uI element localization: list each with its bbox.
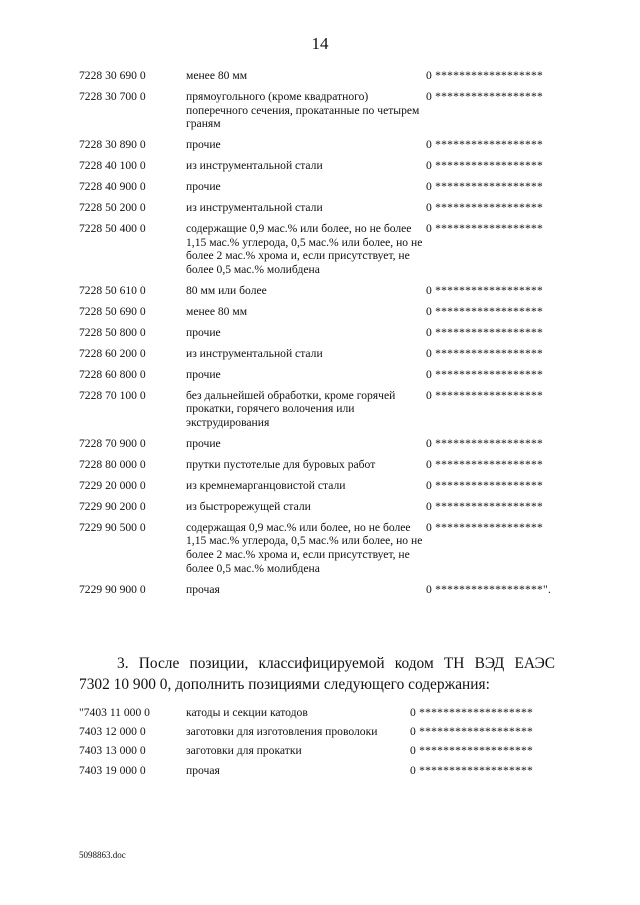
item-description: из быстрорежущей стали — [186, 499, 311, 513]
duty-rate: 0 ****************** — [426, 138, 544, 152]
tnved-code: 7229 90 900 0 — [79, 582, 146, 596]
duty-rate: 0 ****************** — [426, 304, 544, 318]
table-row — [79, 305, 559, 319]
tnved-code: 7229 90 200 0 — [79, 499, 146, 513]
tnved-code: 7228 50 610 0 — [79, 283, 146, 297]
paragraph-line-2: 7302 10 900 0, дополнить позициями следующего содержания: — [79, 676, 490, 693]
table-row — [79, 583, 559, 597]
item-description: из кремнемарганцовистой стали — [186, 478, 346, 492]
tnved-code: 7228 30 890 0 — [79, 138, 146, 152]
duty-rate: 0 ****************** — [426, 89, 544, 103]
duty-rate: 0 ****************** — [426, 520, 544, 534]
item-description: содержащие 0,9 мас.% или более, но не более 1,15 мас.% углерода, 0,5 мас.% или более, но не более 2 мас.% хрома и, если присутствует, не более 0,5 мас.% молибдена — [186, 222, 423, 276]
item-description: прямоугольного (кроме квадратного) поперечного сечения, прокатанные по четырем граням — [186, 89, 420, 131]
tnved-code: 7228 30 690 0 — [79, 69, 146, 82]
tnved-code: 7228 80 000 0 — [79, 457, 146, 471]
paragraph-line-1: 3. После позиции, классифицируемой кодом ТН ВЭД ЕАЭС — [117, 655, 555, 672]
page-number: 14 — [311, 34, 329, 53]
tnved-code: 7403 19 000 0 — [79, 763, 146, 777]
item-description: прочие — [186, 436, 221, 450]
table-row — [79, 138, 559, 152]
item-description: прочие — [186, 180, 221, 194]
tnved-code: 7228 40 900 0 — [79, 180, 146, 194]
duty-rate: 0 ******************* — [410, 725, 534, 739]
tnved-code: "7403 11 000 0 — [79, 706, 150, 719]
table-row — [79, 744, 559, 758]
duty-rate: 0 ****************** — [426, 325, 544, 339]
duty-rate: 0 ****************** — [426, 180, 544, 194]
table-row — [79, 201, 559, 215]
duty-rate: 0 ****************** — [426, 436, 544, 450]
item-description: прочие — [186, 367, 221, 381]
table-row — [79, 437, 559, 451]
tnved-code: 7228 50 400 0 — [79, 222, 146, 236]
duty-rate: 0 ****************** — [426, 201, 544, 215]
table-row — [79, 284, 559, 298]
table-row — [79, 180, 559, 194]
duty-rate: 0 ****************** — [426, 388, 544, 402]
tariff-table-2 — [79, 706, 559, 783]
table-row — [79, 389, 559, 430]
item-description: из инструментальной стали — [186, 346, 323, 360]
item-description: прутки пустотелые для буровых работ — [186, 457, 376, 471]
table-row — [79, 347, 559, 361]
tnved-code: 7228 30 700 0 — [79, 89, 146, 103]
item-description: менее 80 мм — [186, 304, 248, 318]
table-row — [79, 458, 559, 472]
item-description: прочие — [186, 138, 221, 152]
tnved-code: 7228 40 100 0 — [79, 159, 146, 173]
table-row — [79, 500, 559, 514]
table-row — [79, 159, 559, 173]
table-row — [79, 368, 559, 382]
tnved-code: 7228 70 900 0 — [79, 436, 146, 450]
tnved-code: 7403 13 000 0 — [79, 744, 146, 758]
item-description: без дальнейшей обработки, кроме горячей прокатки, горячего волочения или экструдирования — [186, 388, 396, 429]
item-description: прочая — [186, 582, 220, 596]
tnved-code: 7403 12 000 0 — [79, 725, 146, 739]
item-description: содержащая 0,9 мас.% или более, но не более 1,15 мас.% углерода, 0,5 мас.% или более, но не более 2 мас.% хрома и, если присутствует, не более 0,5 мас.% молибдена — [186, 520, 423, 575]
duty-rate: 0 ******************". — [426, 582, 552, 596]
duty-rate: 0 ****************** — [426, 457, 544, 471]
item-description: из инструментальной стали — [186, 201, 323, 215]
table-row — [79, 222, 559, 276]
tnved-code: 7228 50 800 0 — [79, 325, 146, 339]
duty-rate: 0 ******************* — [410, 763, 534, 777]
tnved-code: 7228 70 100 0 — [79, 388, 146, 402]
table-row — [79, 725, 559, 739]
duty-rate: 0 ****************** — [426, 367, 544, 381]
amendment-paragraph — [79, 653, 555, 695]
duty-rate: 0 ****************** — [426, 478, 544, 492]
table-row — [79, 764, 559, 778]
tnved-code: 7229 90 500 0 — [79, 520, 146, 534]
item-description: прочая — [186, 763, 220, 777]
table-row — [79, 706, 559, 720]
duty-rate: 0 ****************** — [426, 159, 544, 173]
item-description: заготовки для прокатки — [186, 744, 302, 758]
item-description: катоды и секции катодов — [186, 706, 308, 719]
table-row — [79, 521, 559, 575]
tariff-table-1 — [79, 69, 559, 604]
item-description: заготовки для изготовления проволоки — [186, 725, 378, 739]
tnved-code: 7228 60 200 0 — [79, 346, 146, 360]
duty-rate: 0 ****************** — [426, 499, 544, 513]
duty-rate: 0 ****************** — [426, 69, 544, 82]
duty-rate: 0 ****************** — [426, 283, 544, 297]
document-filename: 5098863.doc — [79, 850, 126, 860]
table-row — [79, 69, 559, 83]
tnved-code: 7228 60 800 0 — [79, 367, 146, 381]
table-row — [79, 479, 559, 493]
item-description: прочие — [186, 325, 221, 339]
item-description: 80 мм или более — [186, 283, 267, 297]
duty-rate: 0 ******************* — [410, 706, 534, 719]
tnved-code: 7229 20 000 0 — [79, 478, 146, 492]
table-row — [79, 326, 559, 340]
item-description: менее 80 мм — [186, 69, 248, 82]
duty-rate: 0 ****************** — [426, 346, 544, 360]
item-description: из инструментальной стали — [186, 159, 323, 173]
tnved-code: 7228 50 200 0 — [79, 201, 146, 215]
duty-rate: 0 ******************* — [410, 744, 534, 758]
tnved-code: 7228 50 690 0 — [79, 304, 146, 318]
table-row — [79, 90, 559, 131]
duty-rate: 0 ****************** — [426, 222, 544, 236]
